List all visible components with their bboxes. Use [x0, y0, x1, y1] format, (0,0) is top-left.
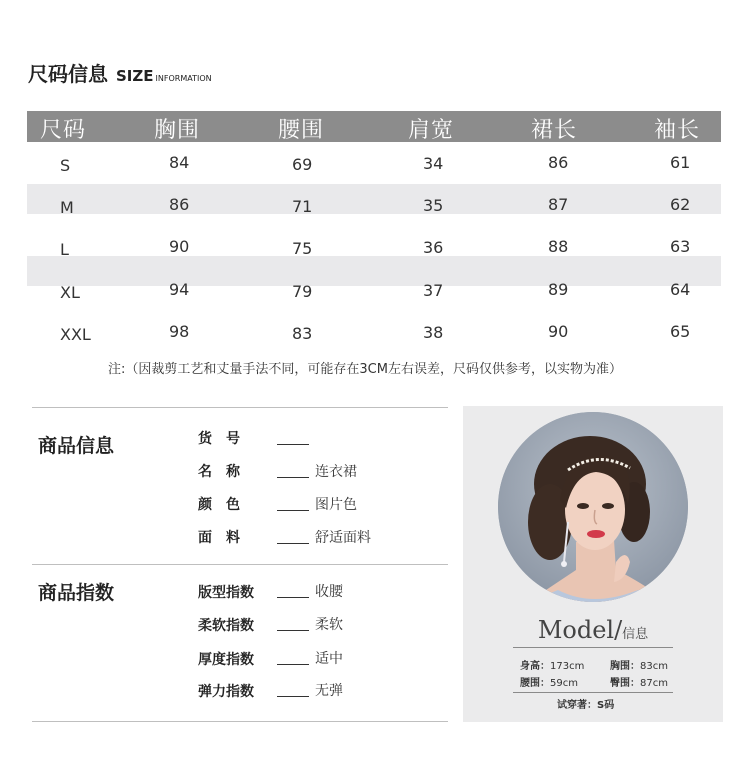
index-value: 收腰	[315, 584, 343, 600]
model-waist	[520, 674, 578, 689]
table-cell: 69	[292, 155, 313, 174]
model-height-value: 173cm	[550, 661, 585, 672]
info-label: 名 称	[198, 464, 240, 480]
info-label: 面 料	[198, 530, 240, 546]
table-cell: L	[60, 240, 69, 259]
model-hip	[610, 674, 668, 689]
table-cell: 35	[423, 196, 444, 215]
table-cell: 90	[169, 237, 190, 256]
table-cell: 94	[169, 280, 190, 299]
index-value: 适中	[315, 651, 343, 667]
info-value: 舒适面料	[315, 530, 371, 546]
table-cell: M	[60, 198, 74, 217]
table-cell: 86	[169, 195, 190, 214]
model-waist-label: 腰围：	[520, 678, 550, 689]
table-cell: 63	[670, 237, 691, 256]
size-note: 注:（因裁剪工艺和丈量手法不同，可能存在3CM左右误差，尺码仅供参考，以实物为准）	[108, 362, 622, 377]
index-label: 厚度指数	[198, 652, 254, 668]
index-value: 无弹	[315, 683, 343, 699]
table-cell: 71	[292, 197, 313, 216]
col-bust: 胸围	[154, 118, 201, 143]
model-title-en: Model/	[537, 616, 623, 644]
info-label: 货 号	[198, 431, 240, 447]
info-value: 图片色	[315, 497, 357, 513]
title-zh: 尺码信息	[28, 62, 108, 86]
table-cell: 61	[670, 153, 691, 172]
divider	[32, 721, 448, 722]
model-bust	[610, 657, 668, 672]
index-label: 柔软指数	[198, 618, 254, 634]
model-hip-value: 87cm	[640, 678, 668, 689]
col-size: 尺码	[40, 118, 87, 143]
table-cell: 89	[548, 280, 569, 299]
index-underline	[277, 597, 309, 598]
table-cell: 90	[548, 322, 569, 341]
model-tryon-label: 试穿著：	[557, 700, 597, 711]
table-cell: 98	[169, 322, 190, 341]
model-photo	[498, 412, 688, 602]
index-label: 弹力指数	[198, 684, 254, 700]
model-tryon	[557, 696, 614, 711]
table-cell: 84	[169, 153, 190, 172]
model-title	[463, 616, 723, 644]
index-underline	[277, 696, 309, 697]
model-bust-value: 83cm	[640, 661, 668, 672]
table-cell: 88	[548, 237, 569, 256]
table-cell: 86	[548, 153, 569, 172]
model-height-label: 身高：	[520, 661, 550, 672]
model-bust-label: 胸围：	[610, 661, 640, 672]
table-cell: 37	[423, 281, 444, 300]
table-cell: S	[60, 156, 71, 175]
table-cell: XL	[60, 283, 80, 302]
model-divider	[513, 647, 673, 648]
title-en-small: INFORMATION	[155, 74, 212, 83]
index-underline	[277, 630, 309, 631]
product-index-title: 商品指数	[38, 582, 115, 604]
model-tryon-value: S码	[597, 700, 615, 711]
col-length: 裙长	[531, 118, 578, 143]
model-title-zh: 信息	[622, 627, 649, 642]
model-hip-label: 臀围：	[610, 678, 640, 689]
table-cell: 87	[548, 195, 569, 214]
model-waist-value: 59cm	[550, 678, 578, 689]
model-divider	[513, 692, 673, 693]
table-cell: 34	[423, 154, 444, 173]
table-cell: 62	[670, 195, 691, 214]
table-cell: 36	[423, 238, 444, 257]
table-cell: 83	[292, 324, 313, 343]
col-waist: 腰围	[278, 118, 325, 143]
col-shoulder: 肩宽	[408, 118, 455, 143]
table-cell: 65	[670, 322, 691, 341]
index-value: 柔软	[315, 617, 343, 633]
table-cell: 38	[423, 323, 444, 342]
model-card	[463, 406, 723, 722]
table-cell: 75	[292, 239, 313, 258]
model-height	[520, 657, 584, 672]
table-cell: 79	[292, 282, 313, 301]
col-sleeve: 袖长	[654, 118, 701, 143]
index-underline	[277, 664, 309, 665]
title-en: SIZE	[116, 67, 154, 85]
product-info-title: 商品信息	[38, 435, 115, 457]
info-value: 连衣裙	[315, 464, 357, 480]
model-portrait-icon	[498, 412, 688, 602]
info-label: 颜 色	[198, 497, 240, 513]
table-cell: XXL	[60, 325, 91, 344]
table-cell: 64	[670, 280, 691, 299]
index-label: 版型指数	[198, 585, 254, 601]
